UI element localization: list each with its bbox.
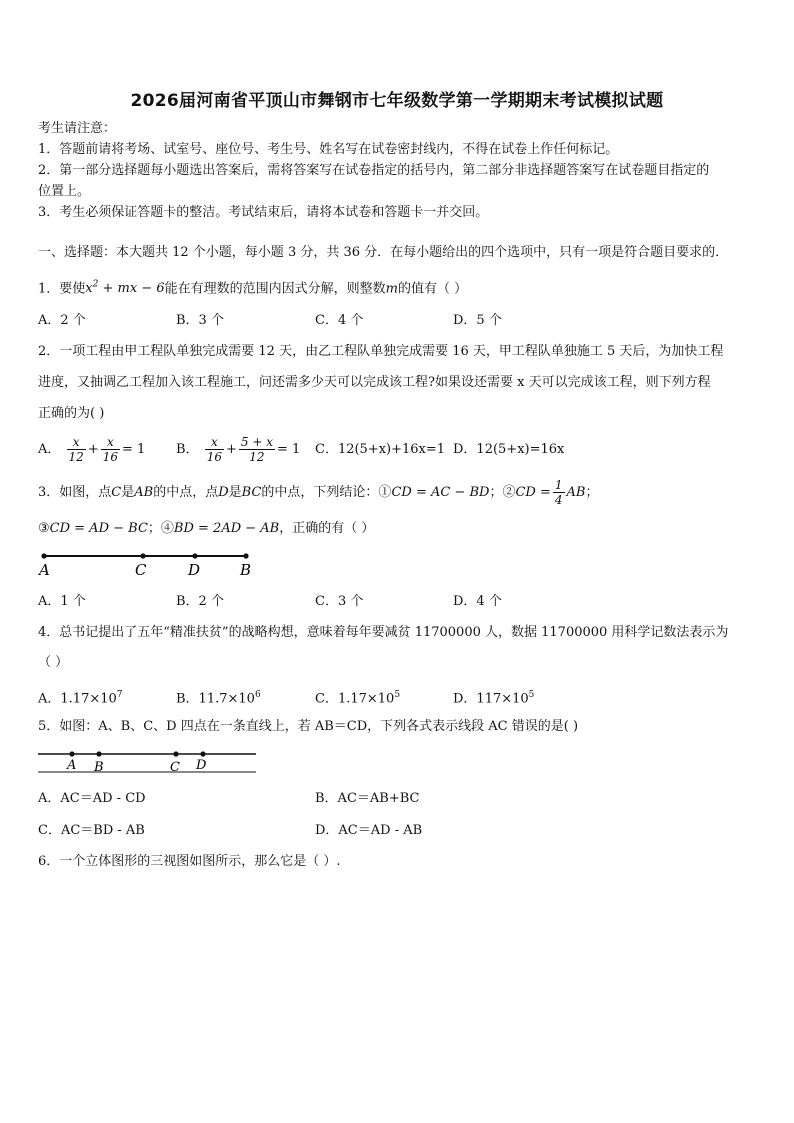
q3-point-a-dot	[41, 553, 46, 558]
q3-line-1	[38, 476, 598, 510]
q3-seg-bc: BC	[241, 485, 262, 500]
q4-d-base: D．117×10	[453, 691, 529, 707]
q1-pre: 1．要使	[38, 281, 86, 297]
q1-mid: 能在有理数的范围内因式分解，则整数	[164, 281, 386, 297]
q1-expr-rest: + mx − 6	[98, 281, 165, 297]
q5-line: 5．如图：A、B、C、D 四点在一条直线上，若 AB＝CD，下列各式表示线段 AC 错误的是( )	[38, 719, 579, 734]
q3-t10: ，正确的有（ ）	[279, 521, 375, 536]
q3-t7: ；	[585, 485, 599, 500]
q5-point-d-dot	[200, 751, 205, 756]
q1-expr-base: x	[85, 281, 93, 297]
q5-segment-figure	[36, 746, 260, 776]
q4-a-base: A．1.17×10	[38, 691, 117, 707]
q2-b-den-2: 12	[249, 450, 265, 464]
q2-a-num-1: x	[67, 435, 86, 450]
q3-line-2	[38, 520, 374, 538]
question-1	[38, 276, 467, 298]
q2-option-c[interactable]: C．12(5+x)+16x=1	[315, 442, 446, 457]
q2-b-frac-2	[239, 435, 275, 464]
q3-segment-figure	[36, 548, 266, 580]
q1-post: 的值有（ ）	[397, 281, 468, 297]
q3-seg-ab: AB	[134, 485, 154, 500]
q3-option-b[interactable]: B．2 个	[176, 594, 224, 609]
q4-option-b[interactable]	[176, 686, 261, 708]
q2-option-a[interactable]	[38, 432, 145, 468]
q3-option-a[interactable]: A．1 个	[38, 594, 86, 609]
q4-line-1: 4．总书记提出了五年“精准扶贫”的战略构想，意味着每年要减贫 11700000 人，数据 11700000 用科学记数法表示为	[38, 625, 729, 640]
q5-label-d: D	[196, 758, 207, 773]
q2-a-den-2: 16	[102, 450, 118, 464]
notice-heading: 考生请注意：	[38, 121, 117, 136]
q2-a-frac-1	[67, 435, 86, 464]
q2-b-plus: +	[225, 442, 237, 457]
q2-b-num-1: x	[205, 435, 224, 450]
q3-label-d: D	[188, 561, 201, 579]
q4-option-a[interactable]	[38, 686, 123, 708]
section-heading: 一、选择题：本大题共 12 个小题，每小题 3 分，共 36 分．在每小题给出的四个选项中，只有一项是符合题目要求的．	[38, 245, 729, 260]
notice-item-2: 2．第一部分选择题每小题选出答案后，需将答案写在试卷指定的括号内，第二部分非选择题答案写在试卷题目指定的	[38, 163, 710, 178]
q4-b-base: B．11.7×10	[176, 691, 255, 707]
q3-label-b: B	[240, 561, 252, 579]
q2-option-b-label: B．	[176, 442, 199, 457]
q4-c-exp: 5	[394, 690, 401, 700]
q2-a-num-2: x	[101, 435, 120, 450]
q2-b-eq: = 1	[276, 442, 301, 457]
q3-t5: 的中点，下列结论：①	[261, 485, 392, 500]
q2-line-3: 正确的为( )	[38, 406, 105, 421]
q2-b-num-2: 5 + x	[240, 435, 273, 449]
q2-a-eq: = 1	[122, 442, 146, 457]
q1-expr	[85, 281, 164, 296]
q3-conclusion-1: CD = AC − BD	[391, 485, 490, 500]
q5-option-d[interactable]: D．AC＝AD - AB	[315, 823, 423, 838]
q1-var: m	[385, 281, 398, 297]
q2-option-d[interactable]: D．12(5+x)=16x	[453, 442, 565, 457]
q3-point-c: C	[111, 485, 122, 500]
q3-option-d[interactable]: D．4 个	[453, 594, 502, 609]
q5-label-c: C	[170, 760, 180, 775]
q3-t2: 是	[121, 485, 135, 500]
q5-point-b-dot	[96, 751, 101, 756]
q5-option-c[interactable]: C．AC＝BD - AB	[38, 823, 145, 838]
q2-a-den-1: 12	[68, 450, 84, 464]
q3-point-d: D	[218, 485, 229, 500]
q3-conclusion-4: BD = 2AD − AB	[173, 521, 280, 536]
q1-option-c[interactable]: C．4 个	[315, 313, 364, 328]
q6-line: 6．一个立体图形的三视图如图所示，那么它是（ ）.	[38, 854, 341, 869]
q2-option-a-label: A．	[38, 442, 61, 457]
q3-frac-den: 4	[554, 493, 563, 507]
q4-line-2: （ ）	[38, 655, 69, 670]
q5-option-b[interactable]: B．AC＝AB+BC	[315, 791, 420, 806]
q2-b-den-1: 16	[206, 450, 222, 464]
q3-label-a: A	[39, 561, 50, 579]
q4-option-c[interactable]	[315, 686, 400, 708]
q4-option-d[interactable]	[453, 686, 534, 708]
q3-label-c: C	[135, 561, 147, 579]
q5-option-a[interactable]: A．AC＝AD - CD	[38, 791, 146, 806]
q3-t6: ；②	[489, 485, 516, 500]
q3-frac-num: 1	[554, 478, 563, 492]
notice-item-1: 1．答题前请将考场、试室号、座位号、考生号、姓名写在试卷密封线内，不得在试卷上作任何标记。	[38, 142, 619, 157]
q1-option-d[interactable]: D．5 个	[453, 313, 502, 328]
q3-t8: ③	[38, 521, 50, 536]
q3-t9: ；④	[147, 521, 174, 536]
q3-frac	[553, 478, 565, 507]
notice-item-2-cont: 位置上。	[38, 184, 91, 199]
notice-item-3: 3．考生必须保证答题卡的整洁。考试结束后，请将本试卷和答题卡一并交回。	[38, 205, 489, 220]
q3-conclusion-2b: AB	[566, 485, 586, 500]
q5-label-b: B	[94, 760, 104, 775]
q2-line-2: 进度，又抽调乙工程加入该工程施工，问还需多少天可以完成该工程?如果设还需要 x 天可以完成该工程，则下列方程	[38, 375, 711, 390]
q2-line-1: 2．一项工程由甲工程队单独完成需要 12 天，由乙工程队单独完成需要 16 天，甲工程队单独施工 5 天后，为加快工程	[38, 344, 724, 359]
q1-expr-exp: 2	[92, 280, 99, 290]
q5-point-a-dot	[69, 751, 74, 756]
q4-c-base: C．1.17×10	[315, 691, 395, 707]
q2-b-frac-1	[205, 435, 224, 464]
q5-label-a: A	[67, 758, 77, 773]
q2-a-frac-2	[101, 435, 120, 464]
q3-conclusion-2a: CD =	[515, 485, 551, 500]
q4-b-exp: 6	[254, 690, 261, 700]
q3-point-b-dot	[243, 553, 248, 558]
q3-conclusion-3: CD = AD − BC	[49, 521, 148, 536]
q3-point-c-dot	[140, 553, 145, 558]
q2-option-b[interactable]	[176, 432, 300, 468]
q1-option-a[interactable]: A．2 个	[38, 313, 86, 328]
q4-a-exp: 7	[116, 690, 123, 700]
q2-a-plus: +	[87, 442, 99, 457]
q4-d-exp: 5	[528, 690, 535, 700]
q1-option-b[interactable]: B．3 个	[176, 313, 224, 328]
q3-option-c[interactable]: C．3 个	[315, 594, 364, 609]
exam-title: 2026届河南省平顶山市舞钢市七年级数学第一学期期末考试模拟试题	[130, 91, 664, 111]
q3-t3: 的中点，点	[153, 485, 219, 500]
q5-point-c-dot	[173, 751, 178, 756]
q3-t1: 3．如图，点	[38, 485, 112, 500]
q3-point-d-dot	[192, 553, 197, 558]
q3-t4: 是	[228, 485, 242, 500]
